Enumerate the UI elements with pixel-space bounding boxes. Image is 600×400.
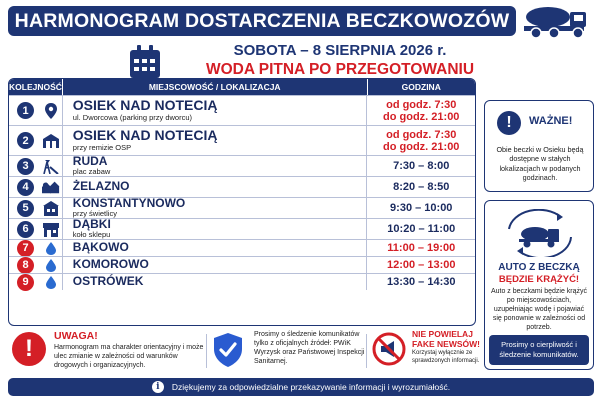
order-number: 6 bbox=[17, 221, 34, 238]
water-truck-icon bbox=[522, 4, 592, 40]
header-order: KOLEJNOŚĆ bbox=[9, 79, 63, 95]
location-cell bbox=[63, 198, 368, 218]
location-cell bbox=[63, 219, 368, 239]
place-name: OSTRÓWEK bbox=[72, 274, 144, 289]
time-value: od godz. 7:30 bbox=[386, 128, 457, 141]
water-type: WODA PITNA PO PRZEGOTOWANIU bbox=[205, 61, 475, 78]
place-name: KONSTANTYNOWO bbox=[72, 196, 186, 211]
order-number: 2 bbox=[17, 132, 34, 149]
time-cell bbox=[367, 219, 475, 239]
header-location: MIEJSCOWOŚĆ / LOKALIZACJA bbox=[63, 79, 368, 95]
fake-news-title-line2: FAKE NEWSÓW! bbox=[412, 338, 480, 349]
footer-bar bbox=[8, 378, 594, 396]
map-pin-icon bbox=[42, 103, 60, 119]
houses-icon bbox=[42, 179, 60, 195]
place-detail: przy remizie OSP bbox=[72, 142, 132, 152]
official-sources-box bbox=[212, 330, 365, 370]
notice-box bbox=[8, 330, 204, 370]
order-cell bbox=[9, 96, 63, 125]
place-name: KOMOROWO bbox=[72, 257, 149, 272]
time-cell bbox=[367, 240, 475, 256]
notice-text: Harmonogram ma charakter orientacyjny i może ulec zmianie w zależności od warunków drogowych i organizacyjnych. bbox=[54, 344, 204, 370]
water-drop-icon bbox=[42, 274, 60, 290]
order-number: 4 bbox=[17, 179, 34, 196]
exclamation-icon: ! bbox=[497, 111, 521, 135]
order-number: 9 bbox=[17, 274, 34, 291]
fake-news-text: Korzystaj wyłącznie ze sprawdzonych informacji. bbox=[412, 350, 480, 364]
order-cell bbox=[9, 257, 63, 273]
time-value: 10:20 – 11:00 bbox=[387, 223, 456, 235]
time-value: 7:30 – 8:00 bbox=[393, 160, 450, 172]
order-number: 7 bbox=[17, 240, 34, 257]
location-cell bbox=[63, 257, 368, 273]
location-cell bbox=[63, 240, 368, 256]
shop-icon bbox=[42, 221, 60, 237]
fake-news-title-line1: NIE POWIELAJ bbox=[412, 329, 473, 339]
fake-news-box bbox=[372, 330, 480, 370]
table-row bbox=[9, 197, 475, 218]
notice-title: UWAGA! bbox=[54, 330, 98, 342]
time-value: 9:30 – 10:00 bbox=[390, 202, 453, 214]
mobile-truck-footer: Prosimy o cierpliwość i śledzenie komunikatów. bbox=[489, 335, 589, 365]
location-cell bbox=[63, 177, 368, 197]
order-cell bbox=[9, 219, 63, 239]
place-name: OSIEK NAD NOTECIĄ bbox=[72, 127, 218, 144]
order-cell bbox=[9, 274, 63, 290]
header-time: GODZINA bbox=[401, 82, 441, 92]
order-cell bbox=[9, 156, 63, 176]
mobile-truck-box bbox=[484, 200, 594, 370]
info-icon: i bbox=[152, 381, 164, 393]
place-detail: koło sklepu bbox=[72, 230, 111, 240]
location-cell bbox=[63, 274, 368, 290]
divider bbox=[206, 334, 207, 368]
official-sources-text: Prosimy o śledzenie komunikatów tylko z oficjalnych źródeł: PWiK Wyrzysk oraz Państwowej Inspekcji Sanitarnej. bbox=[254, 331, 365, 366]
community-hall-icon bbox=[42, 200, 60, 216]
important-box bbox=[484, 100, 594, 192]
water-drop-icon bbox=[42, 240, 60, 256]
order-number: 1 bbox=[17, 102, 34, 119]
place-name: RUDA bbox=[72, 154, 108, 169]
footer-text: Dziękujemy za odpowiedzialne przekazywanie informacji i wyrozumiałość. bbox=[171, 382, 451, 392]
time-cell bbox=[367, 156, 475, 176]
time-cell bbox=[367, 177, 475, 197]
place-name: DĄBKI bbox=[72, 217, 111, 232]
order-cell bbox=[9, 126, 63, 155]
time-cell bbox=[367, 96, 475, 125]
time-cell bbox=[367, 126, 475, 155]
time-cell bbox=[367, 257, 475, 273]
time-value: 11:00 – 19:00 bbox=[387, 242, 456, 254]
circulating-truck-icon bbox=[501, 209, 579, 257]
mobile-truck-title: AUTO Z BECZKĄ bbox=[498, 262, 580, 273]
location-cell bbox=[63, 96, 368, 125]
table-row bbox=[9, 125, 475, 155]
table-row bbox=[9, 155, 475, 176]
time-cell bbox=[367, 274, 475, 290]
shield-check-icon bbox=[212, 332, 244, 368]
order-number: 8 bbox=[17, 257, 34, 274]
calendar-icon bbox=[128, 44, 162, 80]
fire-station-icon bbox=[42, 133, 60, 149]
table-header bbox=[9, 79, 475, 95]
water-drop-icon bbox=[42, 257, 60, 273]
order-cell bbox=[9, 198, 63, 218]
place-detail: przy świetlicy bbox=[72, 209, 117, 219]
order-cell bbox=[9, 240, 63, 256]
order-number: 5 bbox=[17, 200, 34, 217]
divider bbox=[366, 334, 367, 368]
important-title: WAŻNE! bbox=[529, 115, 573, 127]
location-cell bbox=[63, 126, 368, 155]
time-value-end: do godz. 21:00 bbox=[383, 110, 460, 123]
table-row bbox=[9, 239, 475, 256]
time-value: od godz. 7:30 bbox=[386, 98, 457, 111]
place-detail: ul. Dworcowa (parking przy dworcu) bbox=[72, 112, 193, 122]
place-detail: plac zabaw bbox=[72, 167, 111, 177]
schedule-table bbox=[8, 78, 476, 326]
table-row bbox=[9, 256, 475, 273]
table-row bbox=[9, 176, 475, 197]
order-cell bbox=[9, 177, 63, 197]
time-value: 8:20 – 8:50 bbox=[393, 181, 450, 193]
fake-news-title bbox=[412, 330, 480, 350]
page-title: HARMONOGRAM DOSTARCZENIA BECZKOWOZÓW bbox=[8, 6, 516, 36]
place-name: ŻELAZNO bbox=[72, 179, 130, 194]
warning-icon: ! bbox=[12, 332, 46, 366]
mobile-truck-text: Auto z beczkami będzie krążyć po miejscowościach, uzupełniając wodę i pojawiać się ponownie w zależności od potrzeb. bbox=[490, 288, 588, 332]
place-name: OSIEK NAD NOTECIĄ bbox=[72, 97, 218, 114]
place-name: BĄKOWO bbox=[72, 240, 129, 255]
no-megaphone-icon bbox=[372, 332, 406, 366]
location-cell bbox=[63, 156, 368, 176]
time-value: 12:00 – 13:00 bbox=[386, 259, 456, 271]
order-number: 3 bbox=[17, 158, 34, 175]
playground-icon bbox=[42, 158, 60, 174]
time-value: 13:30 – 14:30 bbox=[386, 276, 456, 288]
time-value-end: do godz. 21:00 bbox=[383, 140, 460, 153]
table-row bbox=[9, 273, 475, 290]
table-row bbox=[9, 218, 475, 239]
time-cell bbox=[367, 198, 475, 218]
schedule-date: SOBOTA – 8 SIERPNIA 2026 r. bbox=[233, 42, 447, 59]
important-text: Obie beczki w Osieku będą dostępne w stałych lokalizacjach w podanych godzinach. bbox=[496, 145, 584, 183]
mobile-truck-subtitle: BĘDZIE KRĄŻYĆ! bbox=[498, 274, 580, 285]
table-row bbox=[9, 95, 475, 125]
